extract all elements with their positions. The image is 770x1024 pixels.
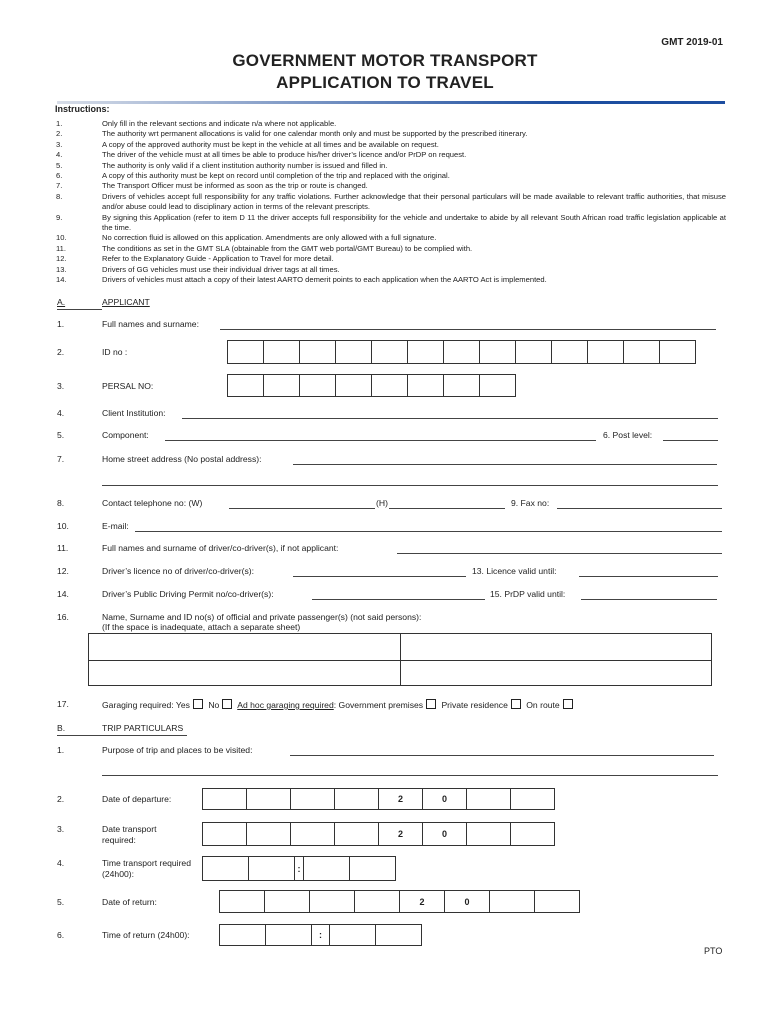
time-box[interactable] (375, 924, 422, 946)
date-box[interactable] (290, 822, 335, 846)
persal-digit-box[interactable] (407, 374, 444, 397)
date-box[interactable] (309, 890, 355, 913)
instruction-number: 9. (56, 212, 63, 222)
header-divider (57, 101, 725, 104)
purpose-label: Purpose of trip and places to be visited: (102, 745, 253, 755)
prdp-no-label: Driver’s Public Driving Permit no/co-driver(s): (102, 589, 274, 599)
date-box[interactable] (334, 788, 379, 810)
instruction-text: A copy of the approved authority must be kept in the vehicle at all times and be available on request. (102, 139, 439, 149)
return-time-label: Time of return (24h00): (102, 930, 190, 940)
trip-field-4-number: 4. (57, 858, 65, 868)
telephone-work-label: Contact telephone no: (W) (102, 498, 203, 508)
instruction-number: 5. (56, 160, 63, 170)
instruction-text: The Transport Officer must be informed as soon as the trip or route is changed. (102, 181, 368, 191)
date-box[interactable] (510, 822, 555, 846)
post-level-field[interactable] (663, 440, 718, 441)
field-10-number: 10. (57, 521, 69, 531)
garaging-no-label: No (208, 700, 220, 710)
id-digit-box[interactable] (623, 340, 660, 364)
id-digit-box[interactable] (479, 340, 516, 364)
form-title: GOVERNMENT MOTOR TRANSPORT (232, 51, 538, 70)
time-separator: : (311, 924, 330, 946)
instruction-number: 12. (56, 254, 67, 264)
id-digit-box[interactable] (551, 340, 588, 364)
licence-no-label: Driver’s licence no of driver/co-driver(s): (102, 566, 255, 576)
date-box[interactable] (510, 788, 555, 810)
id-digit-box[interactable] (659, 340, 696, 364)
trip-field-3-number: 3. (57, 824, 65, 834)
id-number-boxes[interactable] (227, 340, 696, 364)
instruction-item (56, 150, 726, 160)
instruction-text: No correction fluid is allowed on this application. Amendments are only allowed with a full signature. (102, 233, 437, 243)
full-names-field[interactable] (220, 329, 716, 330)
home-address-field-line-1[interactable] (293, 464, 717, 465)
time-box[interactable] (248, 856, 295, 881)
trip-field-6-number: 6. (57, 930, 65, 940)
instruction-text: The conditions as set in the GMT SLA (obtainable from the GMT web portal/GMT Bureau) to be complied with. (102, 243, 473, 253)
field-8-number: 8. (57, 498, 65, 508)
instruction-item (56, 192, 726, 213)
licence-no-field[interactable] (293, 576, 466, 577)
id-digit-box[interactable] (299, 340, 336, 364)
government-premises-label: : Government premises (333, 700, 424, 710)
client-institution-field[interactable] (182, 418, 718, 419)
persal-digit-box[interactable] (227, 374, 264, 397)
instruction-number: 8. (56, 191, 63, 201)
component-label: Component: (102, 430, 149, 440)
id-label: ID no : (102, 347, 128, 357)
date-box[interactable] (246, 822, 291, 846)
id-digit-box[interactable] (407, 340, 444, 364)
instruction-item (56, 244, 726, 254)
field-5-number: 5. (57, 430, 65, 440)
instruction-number: 13. (56, 264, 67, 274)
instruction-item (56, 140, 726, 150)
instruction-text: The authority is only valid if a client institution authority number is issued and filled in. (102, 160, 388, 170)
instruction-text: By signing this Application (refer to item D 11 the driver accepts full responsibility for the vehicle and undertake to abide by all relevant South African road traffic legislation applicable at the time. (102, 212, 726, 233)
instruction-text: A copy of this authority must be kept on record until completion of the trip and replaced with the original. (102, 171, 450, 181)
garaging-label: Garaging required: Yes (102, 700, 190, 710)
date-box[interactable] (334, 822, 379, 846)
instruction-number: 14. (56, 275, 67, 285)
instruction-number: 1. (56, 119, 63, 128)
adhoc-garaging-label: Ad hoc garaging required (237, 700, 334, 710)
fax-label: 9. Fax no: (511, 498, 550, 508)
instruction-text: The authority wrt permanent allocations is valid for one calendar month only and must be supported by the prescribed itinerary. (102, 129, 528, 139)
date-box-fixed: 0 (444, 890, 490, 913)
instruction-item (56, 275, 726, 285)
instruction-item (56, 254, 726, 264)
transport-time-boxes[interactable] (202, 856, 396, 881)
date-box[interactable] (354, 890, 400, 913)
persal-digit-box[interactable] (443, 374, 480, 397)
passenger-cell-1[interactable] (91, 636, 397, 658)
persal-boxes[interactable] (227, 374, 516, 397)
instruction-text: Refer to the Explanatory Guide - Application to Travel for more detail. (102, 254, 334, 264)
date-box-fixed: 2 (378, 788, 423, 810)
trip-field-5-number: 5. (57, 897, 65, 907)
government-premises-checkbox[interactable] (426, 699, 436, 709)
passenger-cell-4[interactable] (403, 662, 709, 683)
private-residence-label: Private residence (441, 700, 508, 710)
time-box[interactable] (349, 856, 396, 881)
on-route-checkbox[interactable] (563, 699, 573, 709)
id-digit-box[interactable] (515, 340, 552, 364)
field-11-number: 11. (57, 543, 69, 553)
private-residence-checkbox[interactable] (511, 699, 521, 709)
instruction-number: 7. (56, 181, 63, 191)
persal-label: PERSAL NO: (102, 381, 154, 391)
date-box[interactable] (264, 890, 310, 913)
transport-date-label: Date transport required: (102, 824, 157, 845)
garaging-no-checkbox[interactable] (222, 699, 232, 709)
id-digit-box[interactable] (335, 340, 372, 364)
section-a-letter: A. (57, 297, 66, 307)
time-box[interactable] (202, 856, 249, 881)
departure-date-boxes[interactable] (202, 788, 555, 810)
instruction-item (56, 171, 726, 181)
date-box[interactable] (489, 890, 535, 913)
garaging-row (102, 699, 576, 710)
field-1-number: 1. (57, 319, 65, 329)
section-a-title: APPLICANT (102, 297, 150, 307)
transport-time-label: Time transport required (24h00): (102, 858, 191, 879)
instruction-number: 10. (56, 233, 67, 243)
instruction-text: Drivers of GG vehicles must use their individual driver tags at all times. (102, 264, 340, 274)
section-a-underline (57, 309, 102, 310)
field-4-number: 4. (57, 408, 65, 418)
persal-digit-box[interactable] (479, 374, 516, 397)
time-box[interactable] (219, 924, 266, 946)
section-b-title: TRIP PARTICULARS (102, 723, 184, 733)
driver-names-field[interactable] (397, 553, 722, 554)
prdp-no-field[interactable] (312, 599, 485, 600)
instruction-number: 2. (56, 129, 63, 139)
persal-digit-box[interactable] (371, 374, 408, 397)
field-12-number: 12. (57, 566, 69, 576)
instruction-text: Drivers of vehicles accept full responsibility for any traffic violations. Further acknowledge that their personal particulars will be made available to relevant traffic authorities, that misuse and/or abuse could lead to disciplinary action in terms of the relevant prescripts. (102, 191, 726, 212)
instruction-text: Only fill in the relevant sections and indicate n/a where not applicable. (102, 119, 337, 128)
licence-valid-field[interactable] (579, 576, 718, 577)
return-time-boxes[interactable] (219, 924, 422, 946)
email-label: E-mail: (102, 521, 129, 531)
id-digit-box[interactable] (263, 340, 300, 364)
field-2-number: 2. (57, 347, 65, 357)
date-box[interactable] (466, 788, 511, 810)
id-digit-box[interactable] (371, 340, 408, 364)
purpose-field-line-1[interactable] (290, 755, 714, 756)
telephone-work-field[interactable] (229, 508, 375, 509)
passengers-label: Name, Surname and ID no(s) of official and private passenger(s) (not said persons): (102, 612, 422, 622)
return-date-boxes[interactable] (219, 890, 580, 913)
component-field[interactable] (165, 440, 596, 441)
home-address-label: Home street address (No postal address): (102, 454, 262, 464)
prdp-valid-label: 15. PrDP valid until: (490, 589, 566, 599)
passengers-table-row-divider (89, 660, 711, 661)
date-box-fixed: 0 (422, 822, 467, 846)
instruction-item (56, 213, 726, 234)
id-digit-box[interactable] (587, 340, 624, 364)
passenger-cell-3[interactable] (91, 662, 397, 683)
date-box[interactable] (290, 788, 335, 810)
client-institution-label: Client Institution: (102, 408, 166, 418)
telephone-home-field[interactable] (389, 508, 505, 509)
instructions-heading: Instructions: (55, 104, 110, 114)
field-17-number: 17. (57, 699, 69, 709)
instruction-number: 4. (56, 150, 63, 160)
instruction-text: The driver of the vehicle must at all times be able to produce his/her driver’s licence and/or PrDP on request. (102, 150, 467, 160)
passengers-note: (If the space is inadequate, attach a separate sheet) (102, 622, 301, 632)
instruction-text: Drivers of vehicles must attach a copy of their latest AARTO demerit points to each application when the AARTO Act is implemented. (102, 275, 547, 285)
post-level-label: 6. Post level: (603, 430, 653, 440)
pto-label: PTO (704, 946, 723, 956)
date-box-fixed: 0 (422, 788, 467, 810)
form-code: GMT 2019-01 (661, 37, 723, 48)
instruction-item (56, 129, 726, 139)
persal-digit-box[interactable] (263, 374, 300, 397)
instruction-item (56, 265, 726, 275)
time-box[interactable] (265, 924, 312, 946)
time-separator: : (294, 856, 304, 881)
date-box-fixed: 2 (378, 822, 423, 846)
section-b-underline (57, 735, 187, 736)
home-address-field-line-2[interactable] (102, 485, 718, 486)
fax-field[interactable] (557, 508, 722, 509)
time-box[interactable] (303, 856, 350, 881)
transport-date-boxes[interactable] (202, 822, 555, 846)
instruction-number: 3. (56, 139, 63, 149)
driver-names-label: Full names and surname of driver/co-driver(s), if not applicant: (102, 543, 339, 553)
full-names-label: Full names and surname: (102, 319, 199, 329)
instruction-item (56, 181, 726, 191)
field-3-number: 3. (57, 381, 65, 391)
garaging-yes-checkbox[interactable] (193, 699, 203, 709)
date-box[interactable] (466, 822, 511, 846)
instruction-number: 6. (56, 171, 63, 181)
purpose-field-line-2[interactable] (102, 775, 718, 776)
instruction-number: 11. (56, 243, 66, 253)
section-b-letter: B. (57, 723, 66, 733)
date-box-fixed: 2 (399, 890, 445, 913)
persal-digit-box[interactable] (299, 374, 336, 397)
email-field[interactable] (135, 531, 722, 532)
field-16-number: 16. (57, 612, 69, 622)
passenger-cell-2[interactable] (403, 636, 709, 658)
departure-date-label: Date of departure: (102, 794, 172, 804)
instruction-item (56, 161, 726, 171)
instruction-item (56, 233, 726, 243)
licence-valid-label: 13. Licence valid until: (472, 566, 557, 576)
form-subtitle: APPLICATION TO TRAVEL (276, 73, 494, 92)
instructions-list (56, 119, 726, 286)
passengers-table (88, 633, 712, 686)
date-box[interactable] (202, 822, 247, 846)
return-date-label: Date of return: (102, 897, 157, 907)
field-7-number: 7. (57, 454, 65, 464)
prdp-valid-field[interactable] (581, 599, 717, 600)
instruction-item (56, 119, 726, 129)
on-route-label: On route (526, 700, 560, 710)
trip-field-1-number: 1. (57, 745, 65, 755)
telephone-home-label: (H) (376, 498, 388, 508)
date-box[interactable] (219, 890, 265, 913)
persal-digit-box[interactable] (335, 374, 372, 397)
date-box[interactable] (202, 788, 247, 810)
time-box[interactable] (329, 924, 376, 946)
trip-field-2-number: 2. (57, 794, 65, 804)
date-box[interactable] (246, 788, 291, 810)
field-14-number: 14. (57, 589, 69, 599)
date-box[interactable] (534, 890, 580, 913)
id-digit-box[interactable] (443, 340, 480, 364)
id-digit-box[interactable] (227, 340, 264, 364)
